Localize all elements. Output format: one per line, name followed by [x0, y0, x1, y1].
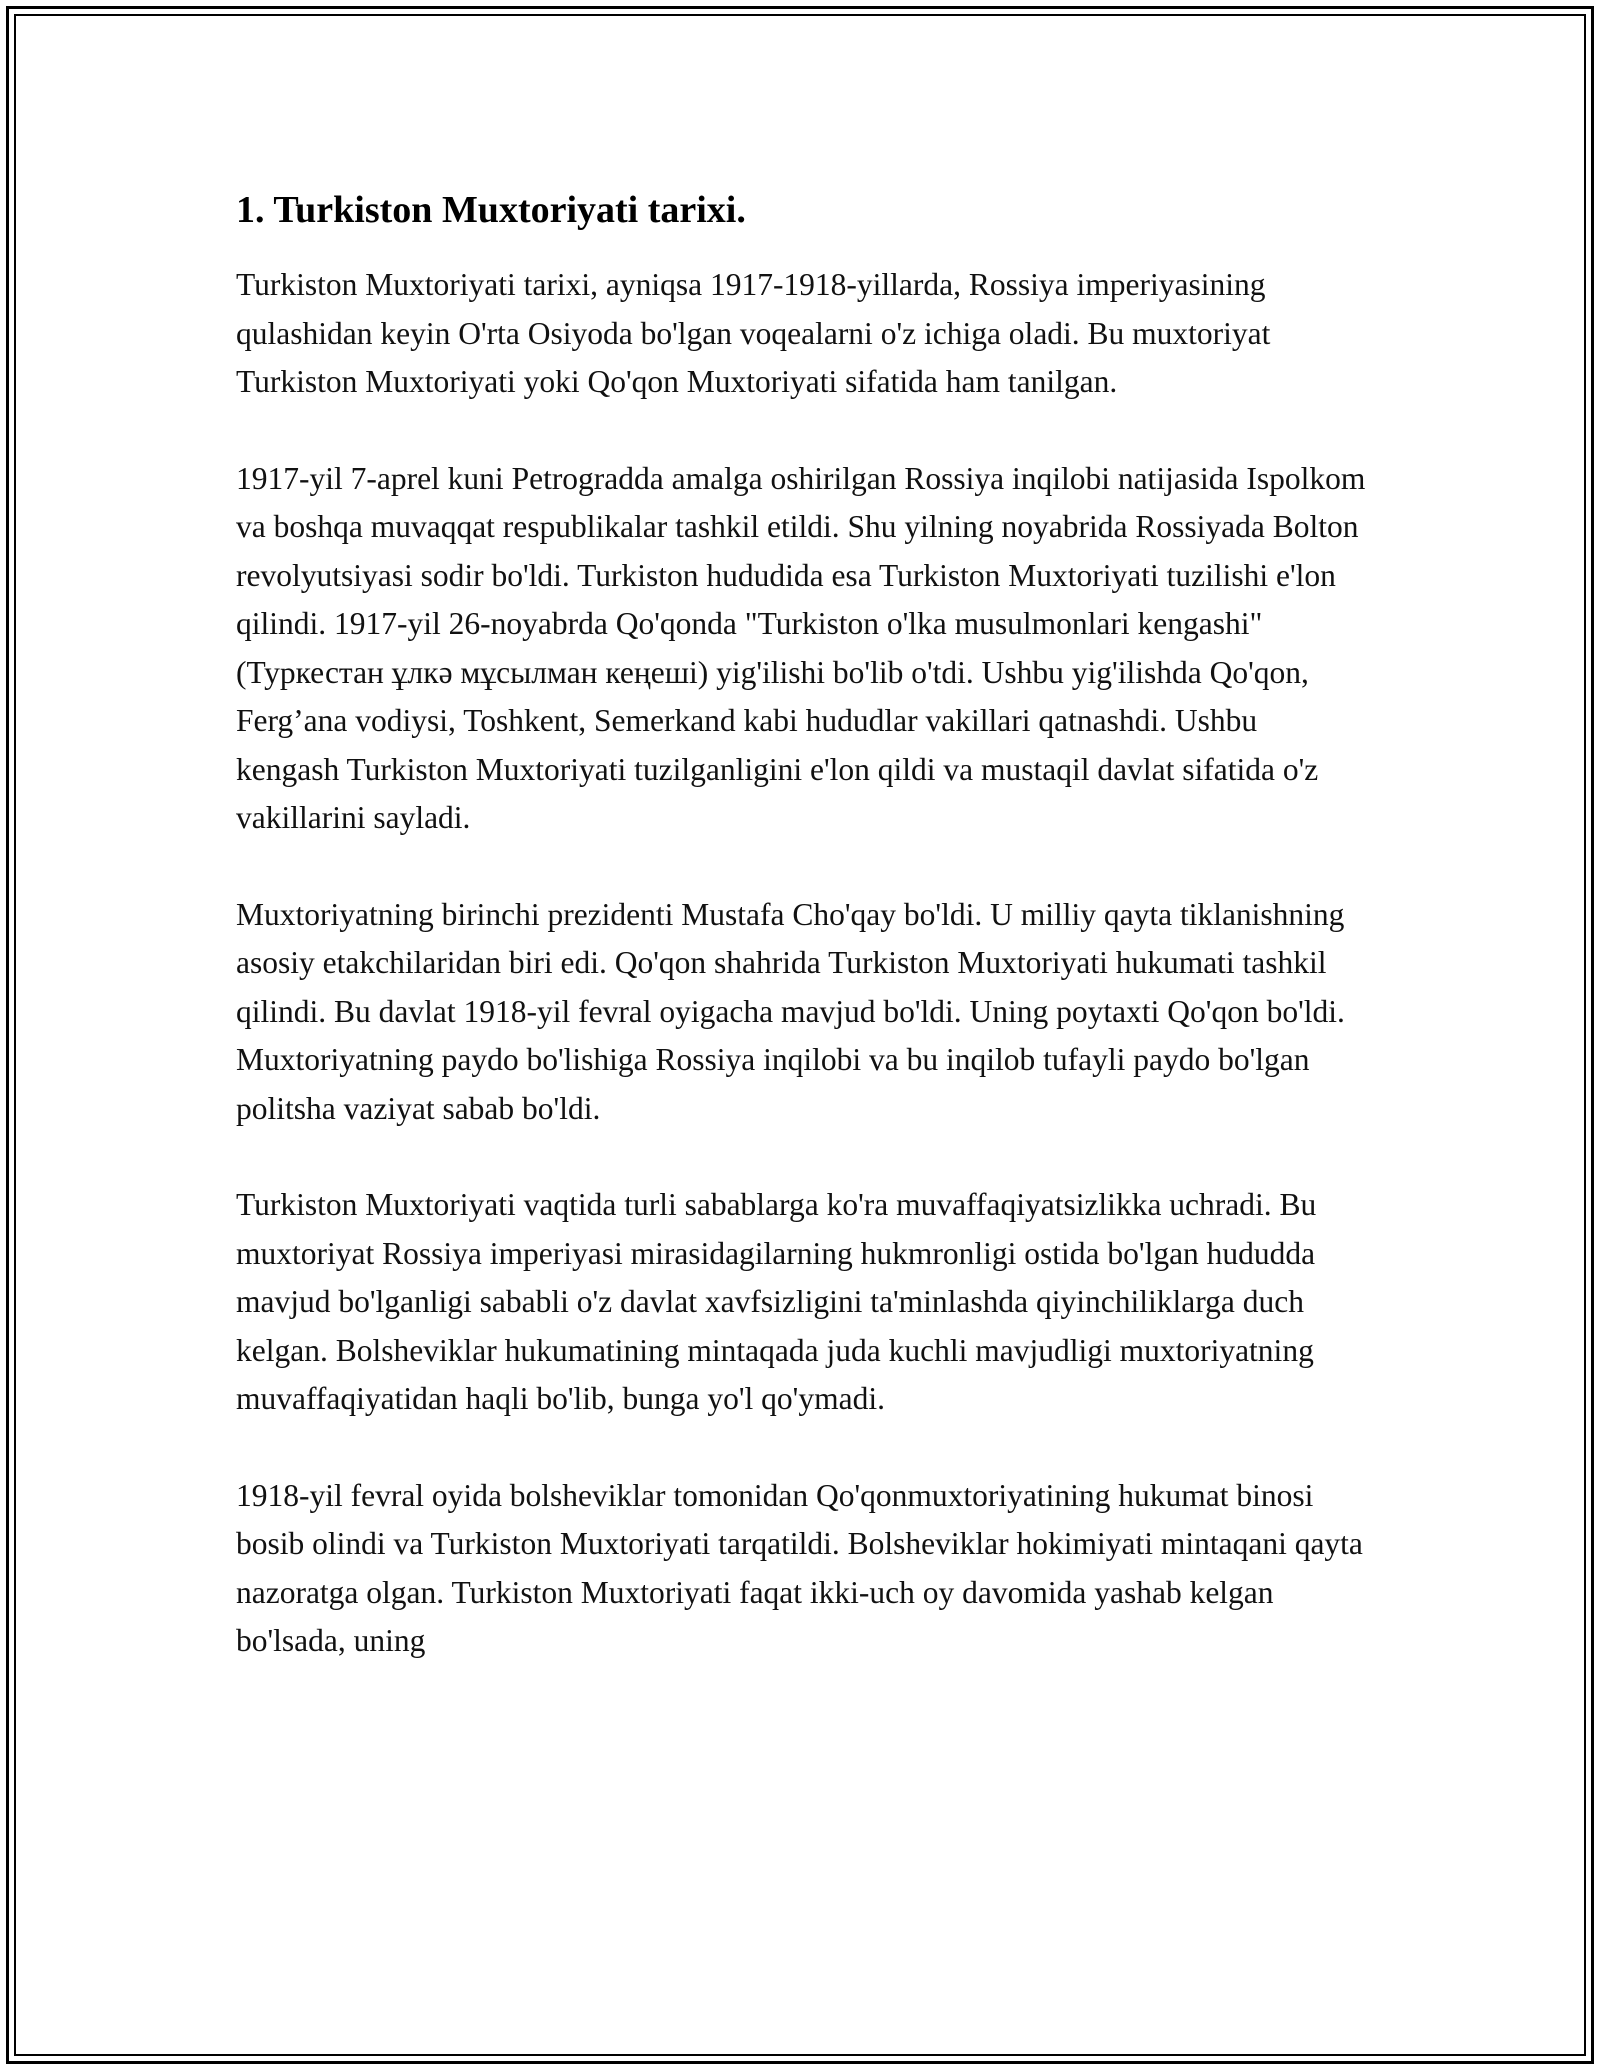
paragraph-president: Muxtoriyatning birinchi prezidenti Mustafa Cho'qay bo'ldi. U milliy qayta tiklanishning asosiy etakchilaridan biri edi. Qo'qon shahrida Turkiston Muxtoriyati hukumati tashkil qilindi. Bu davlat 1918-yil fevral oyigacha mavjud bo'ldi. Uning poytaxti Qo'qon bo'ldi. Muxtoriyatning paydo bo'lishiga Rossiya inqilobi va bu inqilob tufayli paydo bo'lgan politsha vaziyat sabab bo'ldi.	[236, 896, 1345, 1126]
paragraph-failure: Turkiston Muxtoriyati vaqtida turli sabablarga ko'ra muvaffaqiyatsizlikka uchradi. Bu muxtoriyat Rossiya imperiyasi mirasidagilarning hukmronligi ostida bo'lgan hududda mavjud bo'lganligi sababli o'z davlat xavfsizligini ta'minlashda qiyinchiliklarga duch kelgan. Bolsheviklar hukumatining mintaqada juda kuchli mavjudligi muxtoriyatning muvaffaqiyatidan haqli bo'lib, bunga yo'l qo'ymadi.	[236, 1187, 1317, 1417]
paragraph-dissolution: 1918-yil fevral oyida bolsheviklar tomonidan Qo'qonmuxtoriyatining hukumat binosi bosib olindi va Turkiston Muxtoriyati tarqatildi. Bolsheviklar hokimiyati mintaqani qayta nazoratga olgan. Turkiston Muxtoriyati faqat ikki-uch oy davomida yashab kelgan bo'lsada, uning	[236, 1477, 1363, 1659]
document-page	[236, 186, 1366, 1666]
paragraph-revolution: 1917-yil 7-aprel kuni Petrogradda amalga oshirilgan Rossiya inqilobi natijasida Ispolkom va boshqa muvaqqat respublikalar tashkil etildi. Shu yilning noyabrida Rossiyada Bolton revolyutsiyasi sodir bo'ldi. Turkiston hududida esa Turkiston Muxtoriyati tuzilishi e'lon qilindi. 1917-yil 26-noyabrda Qo'qonda "Turkiston o'lka musulmonlari kengashi" (Туркестан ұлкә мұсылман кеңеші) yig'ilishi bo'lib o'tdi. Ushbu yig'ilishda Qo'qon, Ferg’ana vodiysi, Toshkent, Semerkand kabi hududlar vakillari qatnashdi. Ushbu kengash Turkiston Muxtoriyati tuzilganligini e'lon qildi va mustaqil davlat sifatida o'z vakillarini sayladi.	[236, 460, 1366, 836]
paragraph-intro: Turkiston Muxtoriyati tarixi, ayniqsa 1917-1918-yillarda, Rossiya imperiyasining qulashidan keyin O'rta Osiyoda bo'lgan voqealarni o'z ichiga oladi. Bu muxtoriyat Turkiston Muxtoriyati yoki Qo'qon Muxtoriyati sifatida ham tanilgan.	[236, 267, 1271, 400]
section-heading: 1. Turkiston Muxtoriyati tarixi.	[236, 189, 746, 231]
